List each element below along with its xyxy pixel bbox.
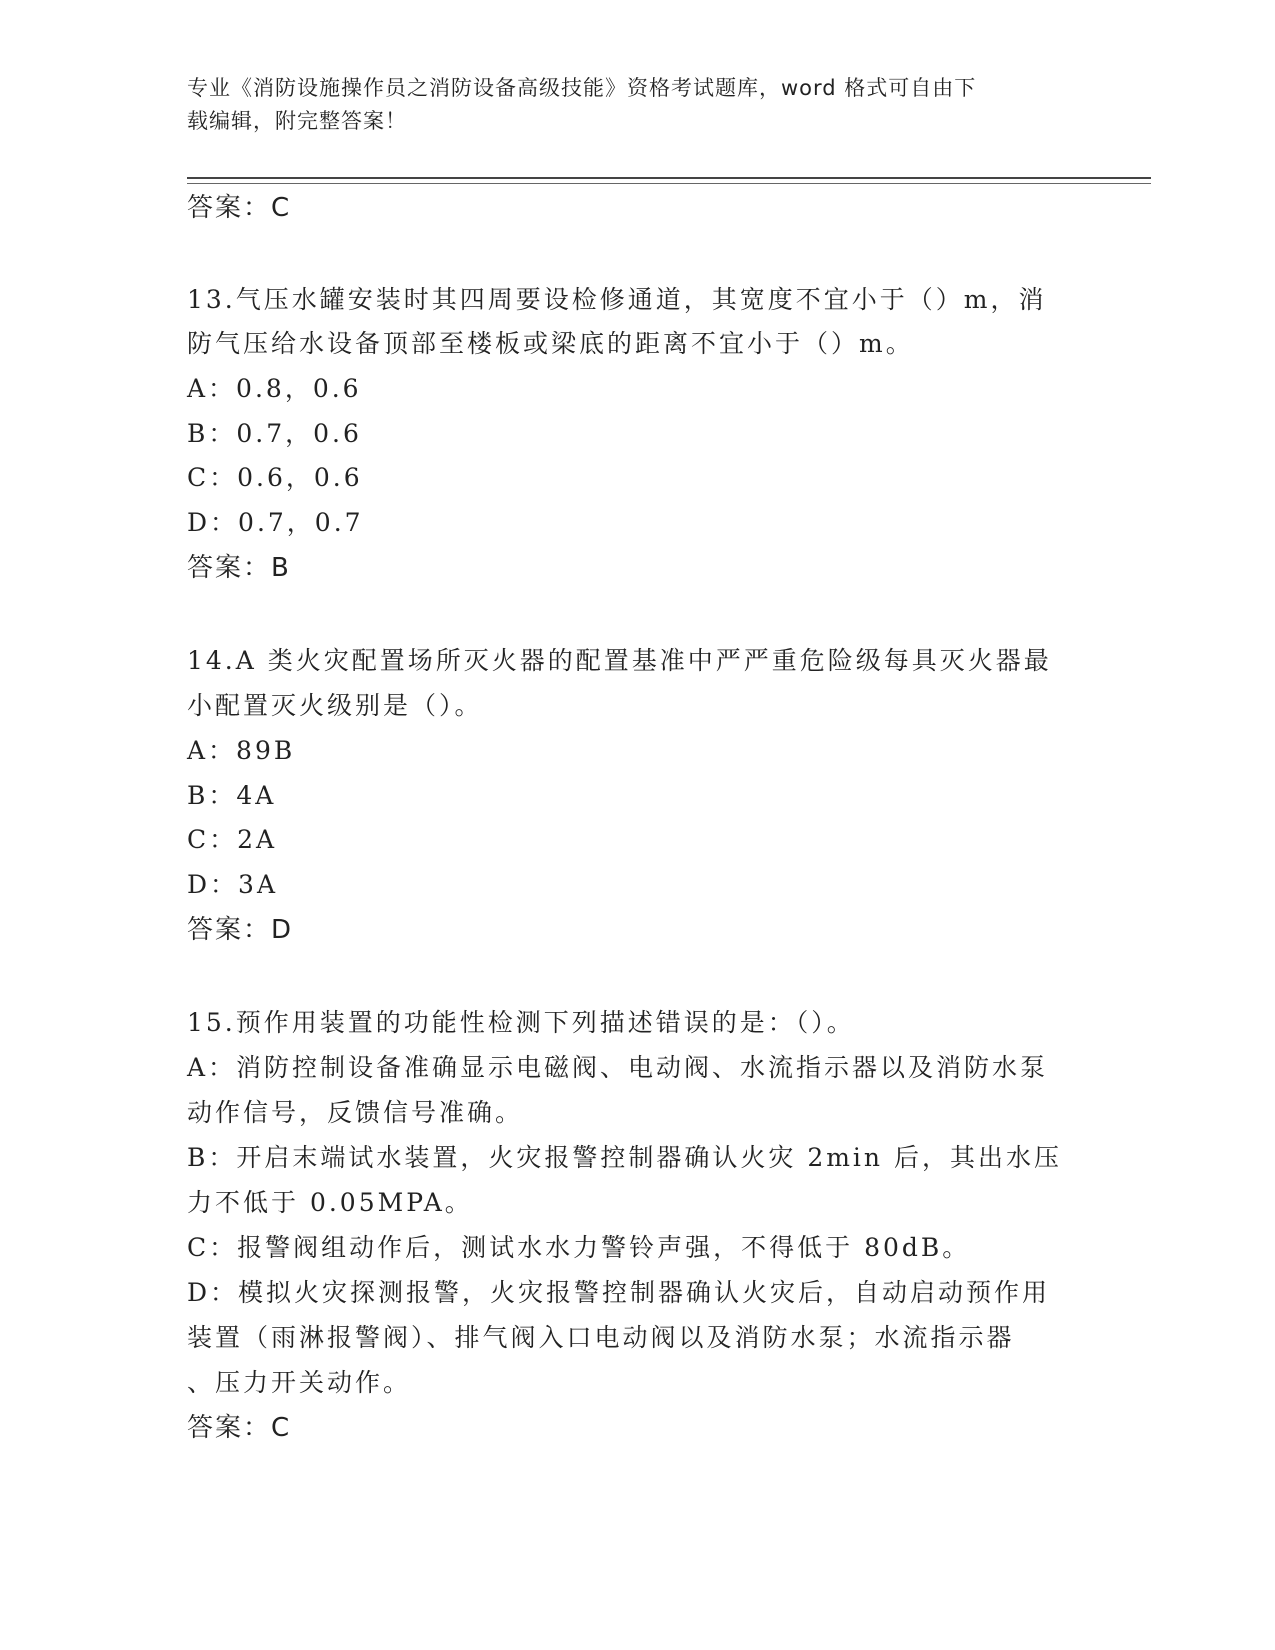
question-15-option-d-line-3: 、压力开关动作。	[187, 1368, 412, 1397]
question-13-option-a: A：0.8，0.6	[187, 374, 362, 403]
header-line-2: 载编辑，附完整答案！	[187, 109, 407, 133]
question-13-option-d: D：0.7，0.7	[187, 508, 364, 537]
question-14-option-b: B：4A	[187, 781, 277, 810]
question-15-option-d-line-1: D：模拟火灾探测报警，火灾报警控制器确认火灾后，自动启动预作用	[187, 1278, 1051, 1307]
header-line-1: 专业《消防设施操作员之消防设备高级技能》资格考试题库，word 格式可自由下	[187, 76, 977, 100]
question-14-stem-line-1: 14.A 类火灾配置场所灭火器的配置基准中严严重危险级每具灭火器最	[187, 646, 1052, 675]
previous-answer: 答案：C	[187, 193, 292, 223]
header-rule-thick	[187, 177, 1151, 179]
question-15-option-d-line-2: 装置（雨淋报警阀）、排气阀入口电动阀以及消防水泵；水流指示器	[187, 1323, 1015, 1352]
question-14-stem-line-2: 小配置灭火级别是（）。	[187, 691, 483, 720]
question-13-stem-line-1: 13.气压水罐安装时其四周要设检修通道，其宽度不宜小于（）m，消	[187, 285, 1047, 314]
question-15-option-b-line-1: B：开启末端试水装置，火灾报警控制器确认火灾 2min 后，其出水压	[187, 1143, 1062, 1172]
question-14-option-a: A：89B	[187, 736, 296, 765]
question-15-option-a-line-2: 动作信号，反馈信号准确。	[187, 1098, 524, 1127]
question-13-option-b: B：0.7，0.6	[187, 419, 362, 448]
question-13-stem-line-2: 防气压给水设备顶部至楼板或梁底的距离不宜小于（）m。	[187, 329, 914, 358]
question-13-answer: 答案：B	[187, 553, 291, 583]
header-rule-thin	[187, 183, 1151, 184]
question-14-option-d: D：3A	[187, 870, 279, 899]
question-14-answer: 答案：D	[187, 915, 294, 945]
question-13-option-c: C：0.6，0.6	[187, 463, 363, 492]
question-15-stem: 15.预作用装置的功能性检测下列描述错误的是：（）。	[187, 1008, 855, 1037]
question-14-option-c: C：2A	[187, 825, 278, 854]
question-15-option-b-line-2: 力不低于 0.05MPA。	[187, 1188, 473, 1217]
question-15-answer: 答案：C	[187, 1413, 292, 1443]
document-header	[187, 72, 1067, 138]
question-15-option-c: C：报警阀组动作后，测试水水力警铃声强，不得低于 80dB。	[187, 1233, 971, 1262]
question-15-option-a-line-1: A：消防控制设备准确显示电磁阀、电动阀、水流指示器以及消防水泵	[187, 1053, 1049, 1082]
